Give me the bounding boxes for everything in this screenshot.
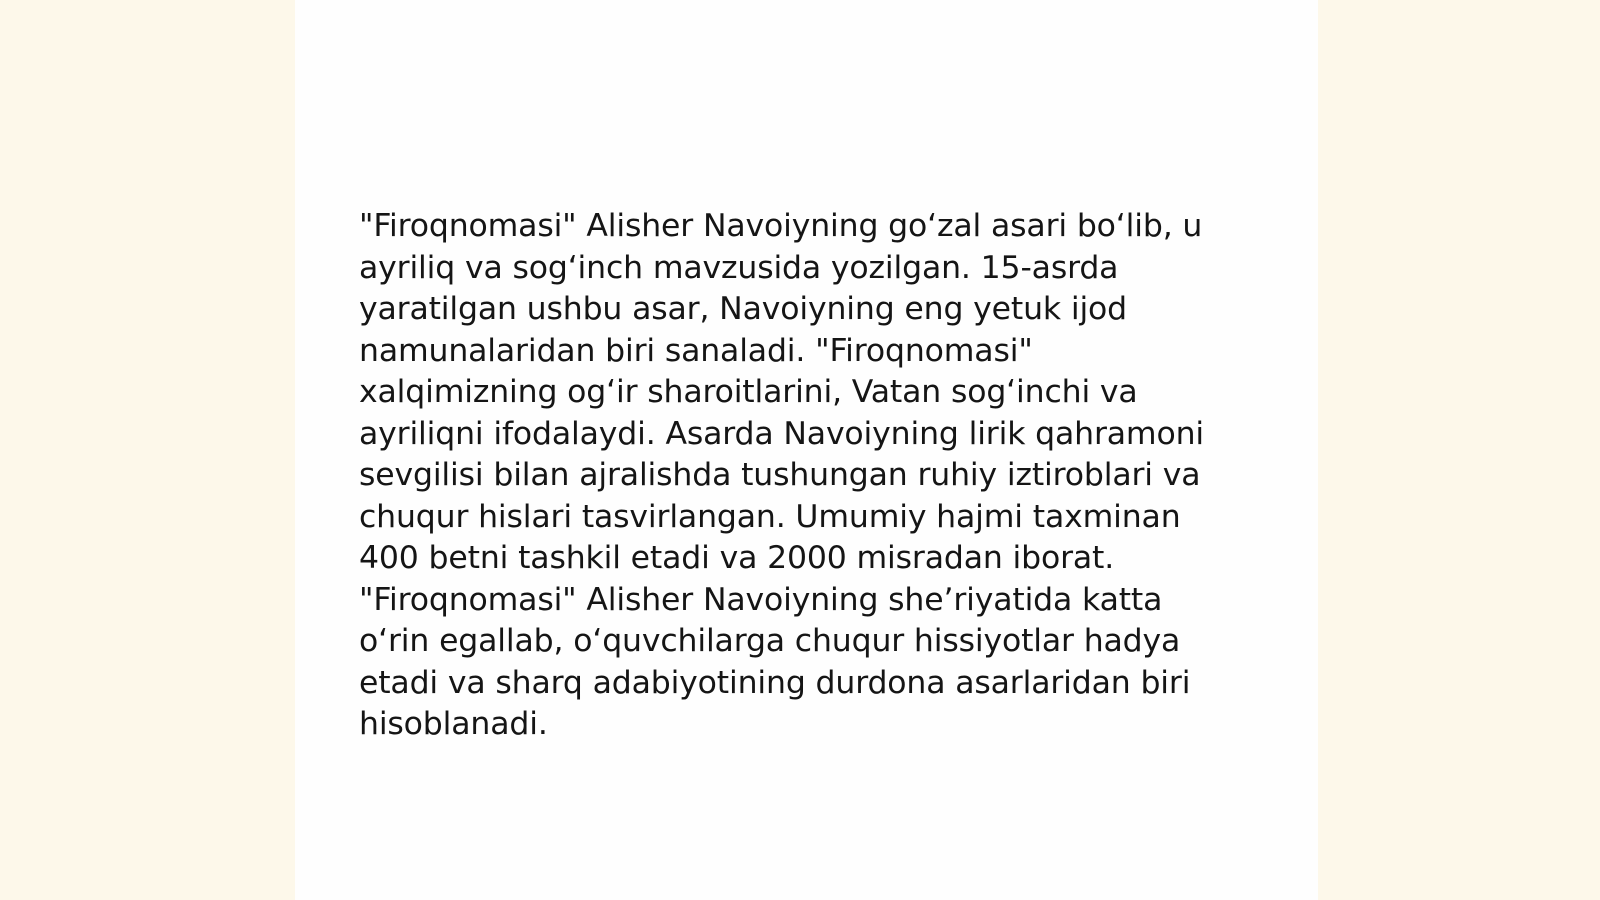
text-line: chuqur hislari tasvirlangan. Umumiy hajmi taxminan (359, 498, 1181, 535)
text-line: xalqimizning og‘ir sharoitlarini, Vatan sog‘inchi va (359, 374, 1138, 410)
text-line: "Firoqnomasi" Alisher Navoiyning go‘zal asari bo‘lib, u (359, 208, 1203, 244)
text-line: ayriliqni ifodalaydi. Asarda Navoiyning lirik qahramoni (359, 415, 1204, 452)
text-line: namunalaridan biri sanaladi. "Firoqnomasi" (359, 332, 1033, 369)
text-line: etadi va sharq adabiyotining durdona asarlaridan biri (359, 664, 1191, 701)
right-margin (1318, 0, 1600, 900)
text-line: ayriliq va sog‘inch mavzusida yozilgan. 15-asrda (359, 249, 1119, 286)
text-line: 400 betni tashkil etadi va 2000 misradan iborat. (359, 540, 1115, 576)
text-line: hisoblanadi. (359, 706, 548, 742)
text-line: yaratilgan ushbu asar, Navoiyning eng yetuk ijod (359, 291, 1128, 327)
text-line: o‘rin egallab, o‘quvchilarga chuqur hissiyotlar hadya (359, 623, 1181, 659)
text-line: sevgilisi bilan ajralishda tushungan ruhiy iztiroblari va (359, 457, 1201, 493)
left-margin (0, 0, 295, 900)
document-page (295, 0, 1318, 900)
body-paragraph (359, 206, 1249, 746)
text-line: "Firoqnomasi" Alisher Navoiyning she’riyatida katta (359, 581, 1163, 618)
